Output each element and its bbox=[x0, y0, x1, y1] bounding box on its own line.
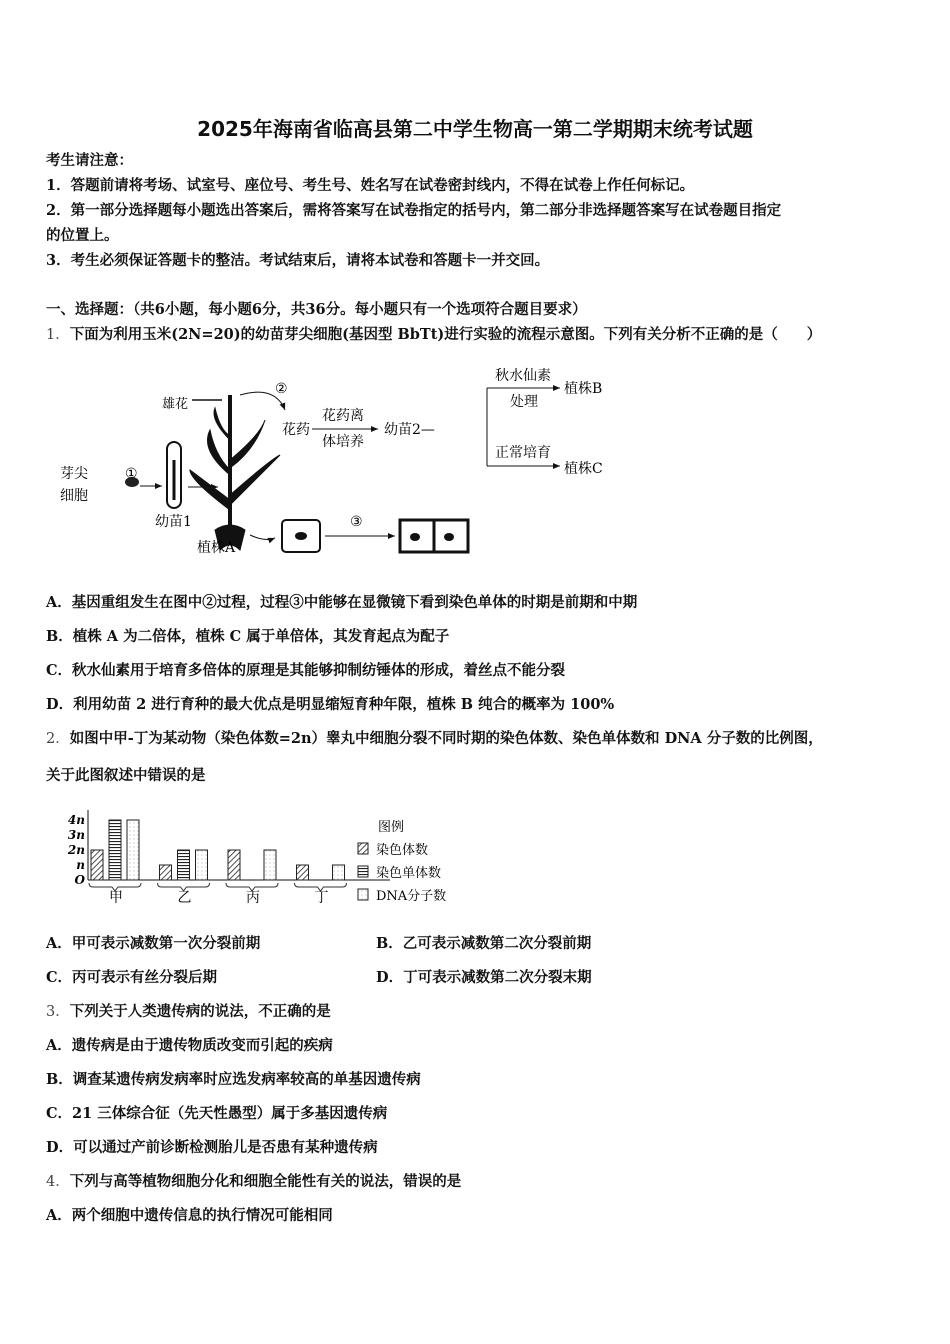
legend-swatch bbox=[358, 866, 368, 877]
bar bbox=[178, 850, 190, 880]
y-tick-label: 3n bbox=[67, 828, 85, 842]
question-2-cont: 关于此图叙述中错误的是 bbox=[46, 767, 206, 784]
bar bbox=[160, 865, 172, 880]
label-seedling1: 幼苗1 bbox=[155, 514, 192, 530]
q2-option-a: A．甲可表示减数第一次分裂前期 bbox=[46, 935, 261, 952]
y-tick-label: 2n bbox=[67, 843, 85, 857]
bar bbox=[127, 820, 139, 880]
bar bbox=[297, 865, 309, 880]
legend-label: 染色体数 bbox=[376, 843, 429, 858]
question-2 bbox=[46, 730, 823, 748]
label-seedling2: 幼苗2— bbox=[384, 422, 435, 438]
legend-swatch bbox=[358, 889, 368, 900]
legend-swatch bbox=[358, 843, 368, 854]
q3-option-d: D．可以通过产前诊断检测胎儿是否患有某种遗传病 bbox=[46, 1139, 378, 1156]
step-1: ① bbox=[125, 466, 138, 482]
corn-plant bbox=[190, 395, 280, 550]
q3-option-a: A．遗传病是由于遗传物质改变而引起的疾病 bbox=[46, 1037, 333, 1054]
label-normal: 正常培育 bbox=[495, 445, 551, 461]
x-tick-label: 丁 bbox=[314, 890, 329, 906]
question-stem: 下列与高等植物细胞分化和细胞全能性有关的说法，错误的是 bbox=[69, 1173, 462, 1190]
step-2: ② bbox=[275, 381, 288, 397]
question-number: 2． bbox=[46, 731, 70, 747]
label-cell: 细胞 bbox=[60, 488, 88, 504]
y-tick-label: O bbox=[74, 873, 85, 887]
bar bbox=[333, 865, 345, 880]
legend-label: 染色单体数 bbox=[376, 866, 442, 881]
notice-item: 的位置上。 bbox=[46, 227, 119, 244]
q2-option-c: C．丙可表示有丝分裂后期 bbox=[46, 969, 218, 986]
label-culture-bottom: 体培养 bbox=[322, 434, 364, 450]
y-tick-label: n bbox=[76, 858, 85, 872]
question-number: 3． bbox=[46, 1004, 70, 1020]
q1-option-a: A．基因重组发生在图中②过程，过程③中能够在显微镜下看到染色单体的时期是前期和中期 bbox=[46, 594, 638, 611]
q3-option-c: C．21 三体综合征（先天性愚型）属于多基因遗传病 bbox=[46, 1105, 388, 1122]
q1-flow-diagram bbox=[50, 360, 670, 560]
notice-heading: 考生请注意： bbox=[46, 152, 133, 169]
question-4 bbox=[46, 1173, 461, 1191]
label-bud: 芽尖 bbox=[60, 466, 88, 482]
x-tick-label: 乙 bbox=[177, 890, 192, 906]
label-anther: 花药 bbox=[282, 422, 310, 438]
q4-option-a: A．两个细胞中遗传信息的执行情况可能相同 bbox=[46, 1207, 333, 1224]
label-treatment: 处理 bbox=[510, 394, 538, 410]
bar bbox=[196, 850, 208, 880]
bar bbox=[91, 850, 103, 880]
q2-option-d: D．丁可表示减数第二次分裂末期 bbox=[376, 969, 592, 986]
x-tick-label: 丙 bbox=[246, 890, 260, 906]
question-stem: 如图中甲-丁为某动物（染色体数=2n）睾丸中细胞分裂不同时期的染色体数、染色单体数和 DNA 分子数的比例图， bbox=[69, 730, 823, 747]
bar bbox=[264, 850, 276, 880]
question-number: 4． bbox=[46, 1174, 70, 1190]
q2-bar-chart bbox=[60, 805, 480, 915]
page-title: 2025年海南省临高县第二中学生物高一第二学期期末统考试题 bbox=[197, 117, 753, 141]
question-1 bbox=[46, 326, 821, 344]
question-3 bbox=[46, 1003, 331, 1021]
q2-option-b: B．乙可表示减数第二次分裂前期 bbox=[376, 935, 592, 952]
bar bbox=[109, 820, 121, 880]
legend-label: DNA分子数 bbox=[376, 889, 447, 904]
notice-item: 2．第一部分选择题每小题选出答案后，需将答案写在试卷指定的括号内，第二部分非选择题答案写在试卷题目指定 bbox=[46, 202, 782, 219]
step-3: ③ bbox=[350, 514, 363, 530]
notice-item: 1．答题前请将考场、试室号、座位号、考生号、姓名写在试卷密封线内，不得在试卷上作任何标记。 bbox=[46, 177, 695, 194]
legend-title: 图例 bbox=[378, 820, 405, 835]
question-number: 1． bbox=[46, 327, 70, 343]
label-plantC: 植株C bbox=[564, 461, 603, 477]
question-stem: 下列关于人类遗传病的说法，不正确的是 bbox=[69, 1003, 331, 1020]
label-colchicine: 秋水仙素 bbox=[495, 368, 551, 384]
label-plantB: 植株B bbox=[564, 381, 603, 397]
x-tick-label: 甲 bbox=[109, 890, 123, 906]
q1-option-c: C．秋水仙素用于培育多倍体的原理是其能够抑制纺锤体的形成，着丝点不能分裂 bbox=[46, 662, 566, 679]
q1-option-b: B．植株 A 为二倍体，植株 C 属于单倍体，其发育起点为配子 bbox=[46, 628, 450, 645]
bar bbox=[228, 850, 240, 880]
q1-option-d: D．利用幼苗 2 进行育种的最大优点是明显缩短育种年限，植株 B 纯合的概率为 100% bbox=[46, 696, 615, 713]
label-plantA: 植株A bbox=[197, 540, 236, 556]
question-stem: 下面为利用玉米(2N=20)的幼苗芽尖细胞(基因型 BbTt)进行实验的流程示意图。下列有关分析不正确的是（ ） bbox=[69, 326, 822, 343]
notice-item: 3．考生必须保证答题卡的整洁。考试结束后，请将本试卷和答题卡一并交回。 bbox=[46, 252, 550, 269]
section-heading: 一、选择题：（共6小题，每小题6分，共36分。每小题只有一个选项符合题目要求） bbox=[46, 301, 587, 318]
y-tick-label: 4n bbox=[67, 813, 85, 827]
label-culture-top: 花药离 bbox=[322, 408, 364, 424]
label-male-flower: 雄花 bbox=[162, 397, 189, 412]
q3-option-b: B．调查某遗传病发病率时应选发病率较高的单基因遗传病 bbox=[46, 1071, 421, 1088]
